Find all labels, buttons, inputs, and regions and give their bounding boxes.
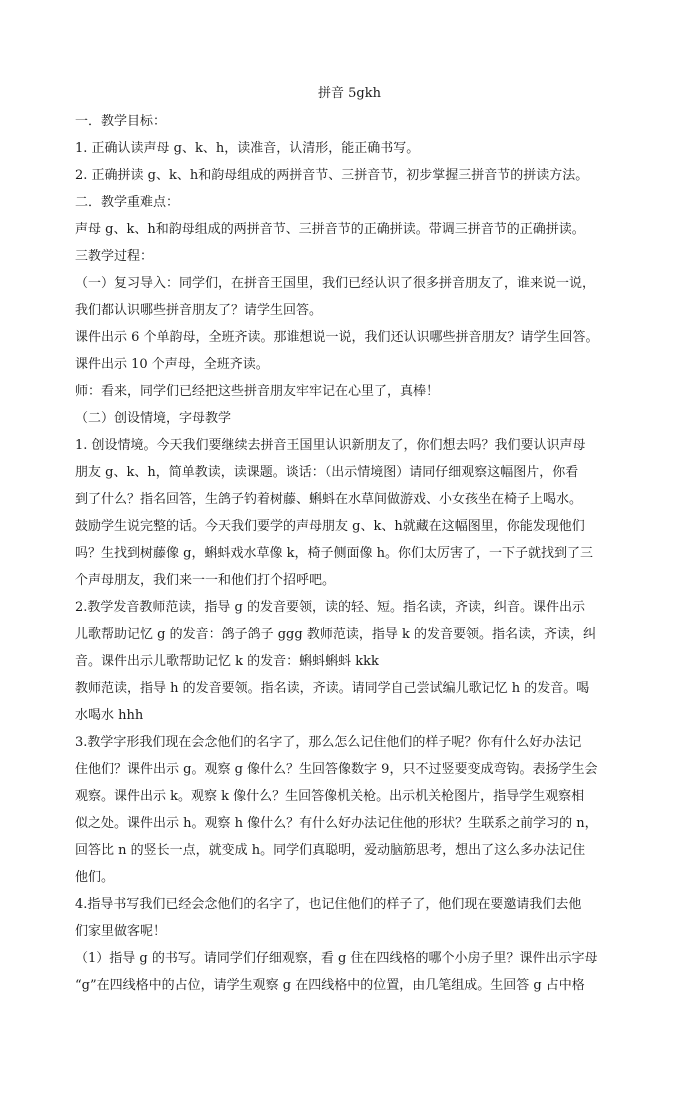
paragraph-line: 他们。 — [75, 870, 115, 885]
document-body — [75, 108, 631, 999]
paragraph-line: 吗？生找到树藤像 g，蝌蚪戏水草像 k，椅子侧面像 h。你们太厉害了，一下子就找到了三 — [75, 546, 593, 561]
teacher-praise-line: 师：看来，同学们已经把这些拼音朋友牢牢记在心里了，真棒！ — [75, 384, 440, 399]
paragraph-line: 朋友 g、k、h，简单教读，读课题。谈话：（出示情境图）请同仔细观察这幅图片，你看 — [75, 465, 579, 480]
paragraph-line: 水喝水 hhh — [75, 708, 144, 723]
section-heading-key-points: 二．教学重难点： — [75, 195, 180, 210]
paragraph-line: 住他们？课件出示 g。观察 g 像什么？生回答像数字 9，只不过竖要变成弯钩。表扬学生会 — [75, 762, 598, 777]
paragraph-line: 鼓励学生说完整的话。今天我们要学的声母朋友 g、k、h就藏在这幅图里，你能发现他们 — [75, 519, 585, 534]
paragraph-line: 教师范读，指导 h 的发音要领。指名读，齐读。请同学自己尝试编儿歌记忆 h 的发音。喝 — [75, 681, 590, 696]
paragraph-line: 4.指导书写我们已经会念他们的名字了，也记住他们的样子了，他们现在要邀请我们去他 — [75, 897, 582, 912]
key-points-text: 声母 g、k、h和韵母组成的两拼音节、三拼音节的正确拼读。带调三拼音节的正确拼读。 — [75, 222, 585, 237]
paragraph-line: 音。课件出示儿歌帮助记忆 k 的发音：蝌蚪蝌蚪 kkk — [75, 654, 379, 669]
paragraph-line: 到了什么？指名回答，生鸽子钓着树藤、蝌蚪在水草间做游戏、小女孩坐在椅子上喝水。 — [75, 492, 583, 507]
document-title: 拼音 5gkh — [318, 86, 381, 101]
paragraph-line: 观察。课件出示 k。观察 k 像什么？生回答像机关枪。出示机关枪图片，指导学生观察相 — [75, 789, 585, 804]
paragraph-line: 儿歌帮助记忆 g 的发音：鸽子鸽子 ggg 教师范读，指导 k 的发音要领。指名读，齐读，纠 — [75, 627, 596, 642]
paragraph-line: “g”在四线格中的占位，请学生观察 g 在四线格中的位置，由几笔组成。生回答 g 占中格 — [75, 978, 585, 993]
review-intro-line-3: 课件出示 6 个单韵母，全班齐读。那谁想说一说，我们还认识哪些拼音朋友？请学生回答。 — [75, 330, 599, 345]
section-heading-objectives: 一．教学目标： — [75, 114, 167, 129]
review-intro-line-1: （一）复习导入：同学们，在拼音王国里，我们已经认识了很多拼音朋友了，谁来说一说， — [75, 276, 596, 291]
paragraph-line: 个声母朋友，我们来一一和他们打个招呼吧。 — [75, 573, 336, 588]
subsection-heading-situation: （二）创设情境，字母教学 — [75, 411, 232, 426]
review-intro-line-4: 课件出示 10 个声母，全班齐读。 — [75, 357, 269, 372]
section-heading-process: 三教学过程： — [75, 249, 154, 264]
paragraph-line: （1）指导 g 的书写。请同学们仔细观察，看 g 住在四线格的哪个小房子里？课件出示字母 — [75, 951, 598, 966]
paragraph-line: 3.教学字形我们现在会念他们的名字了，那么怎么记住他们的样子呢？你有什么好办法记 — [75, 735, 582, 750]
objective-item-2: 2. 正确拼读 g、k、h和韵母组成的两拼音节、三拼音节，初步掌握三拼音节的拼读方法。 — [75, 168, 589, 183]
paragraph-line: 1. 创设情境。今天我们要继续去拼音王国里认识新朋友了，你们想去吗？我们要认识声母 — [75, 438, 586, 453]
paragraph-line: 2.教学发音教师范读，指导 g 的发音要领，读的轻、短。指名读，齐读，纠音。课件出示 — [75, 600, 585, 615]
paragraph-line: 们家里做客呢！ — [75, 924, 167, 939]
review-intro-line-2: 我们都认识哪些拼音朋友了？请学生回答。 — [75, 303, 323, 318]
objective-item-1: 1. 正确认读声母 g、k、h，读准音，认清形，能正确书写。 — [75, 141, 420, 156]
paragraph-line: 似之处。课件出示 h。观察 h 像什么？有什么好办法记住他的形状？生联系之前学习的 n， — [75, 816, 598, 831]
paragraph-line: 回答比 n 的竖长一点，就变成 h。同学们真聪明，爱动脑筋思考，想出了这么多办法记住 — [75, 843, 586, 858]
